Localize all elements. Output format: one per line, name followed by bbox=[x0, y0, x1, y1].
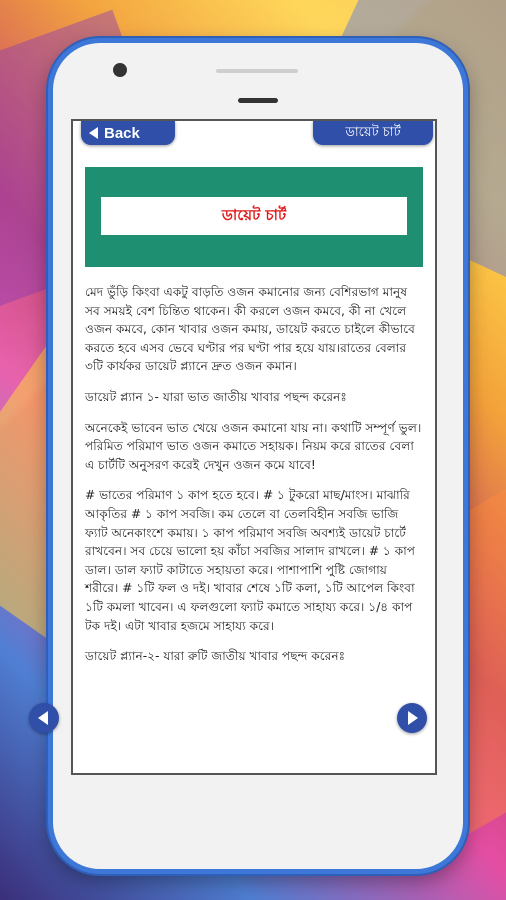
paragraph-plan2-heading: ডায়েট প্ল্যান-২- যারা রুটি জাতীয় খাবার পছন্দ করেনঃ bbox=[85, 649, 346, 664]
banner-title: ডায়েট চার্ট bbox=[101, 197, 407, 235]
back-label: Back bbox=[104, 124, 140, 142]
chevron-left-icon bbox=[38, 711, 48, 725]
paragraph-plan1-details: # ভাতের পরিমাণ ১ কাপ হতে হবে। # ১ টুকরো মাছ/মাংস। মাঝারি আকৃতির # ১ কাপ সবজি। কম তেলে বা তেলবিহীন সবজি ভাজি ফ্যাট অনেকাংশে কমায়। ১ কাপ পরিমাণ সবজি অবশ্যই ডায়েট চার্টে রাখবেন। সব চেয়ে ভালো হয় কাঁচা সবজির সালাদ রাখলে। # ১ কাপ ডাল। ডাল ফ্যাট কাটাতে সহায়তা করে। পাশাপাশি পুষ্টি জোগায় শরীরে। # ১টি ফল ও দই। খাবার শেষে ১টি কলা, ১টি আপেল কিংবা ১টি কমলা খাবেন। এ ফলগুলো ফ্যাট কমাতে সাহায্য করে। ১/৪ কাপ টক দই। এটা খাবার হজমে সাহায্য করে। bbox=[85, 488, 416, 633]
sensor bbox=[238, 98, 278, 103]
phone-frame bbox=[48, 38, 468, 874]
chevron-right-icon bbox=[408, 711, 418, 725]
title-banner bbox=[85, 167, 423, 267]
triangle-left-icon bbox=[89, 127, 98, 139]
app-screen bbox=[71, 119, 437, 775]
paragraph-plan1-heading: ডায়েট প্ল্যান ১- যারা ভাত জাতীয় খাবার পছন্দ করেনঃ bbox=[85, 389, 347, 404]
camera-icon bbox=[113, 63, 127, 77]
speaker-grille bbox=[216, 69, 298, 73]
article-content bbox=[85, 283, 423, 678]
next-button[interactable] bbox=[397, 703, 427, 733]
back-button[interactable] bbox=[81, 121, 175, 145]
paragraph-intro: মেদ ভুঁড়ি কিংবা একটু বাড়তি ওজন কমানোর জন্য বেশিরভাগ মানুষ সব সময়ই বেশ চিন্তিত থাকেন। কী করলে ওজন কমবে, কী না খেলে ওজন কমবে, কোন খাবার ওজন কমায়, ডায়েট করতে চাইলে কীভাবে করতে হবে এসব ভেবে ঘণ্টার পর ঘণ্টা পার হয়ে যায়।রাতের বেলার ৩টি কার্যকর ডায়েট প্ল্যানে দ্রুত ওজন কমান। bbox=[85, 285, 415, 374]
top-bar bbox=[73, 121, 435, 151]
paragraph-plan1-intro: অনেকেই ভাবেন ভাত খেয়ে ওজন কমানো যায় না। কথাটি সম্পূর্ণ ভুল। পরিমিত পরিমাণ ভাত ওজন কমাতে সহায়ক। নিয়ম করে রাতের বেলা এ চার্টটি অনুসরণ করেই দেখুন ওজন কমে যাবে! bbox=[85, 420, 422, 472]
title-button[interactable]: ডায়েট চার্ট bbox=[313, 121, 433, 145]
prev-button[interactable] bbox=[29, 703, 59, 733]
